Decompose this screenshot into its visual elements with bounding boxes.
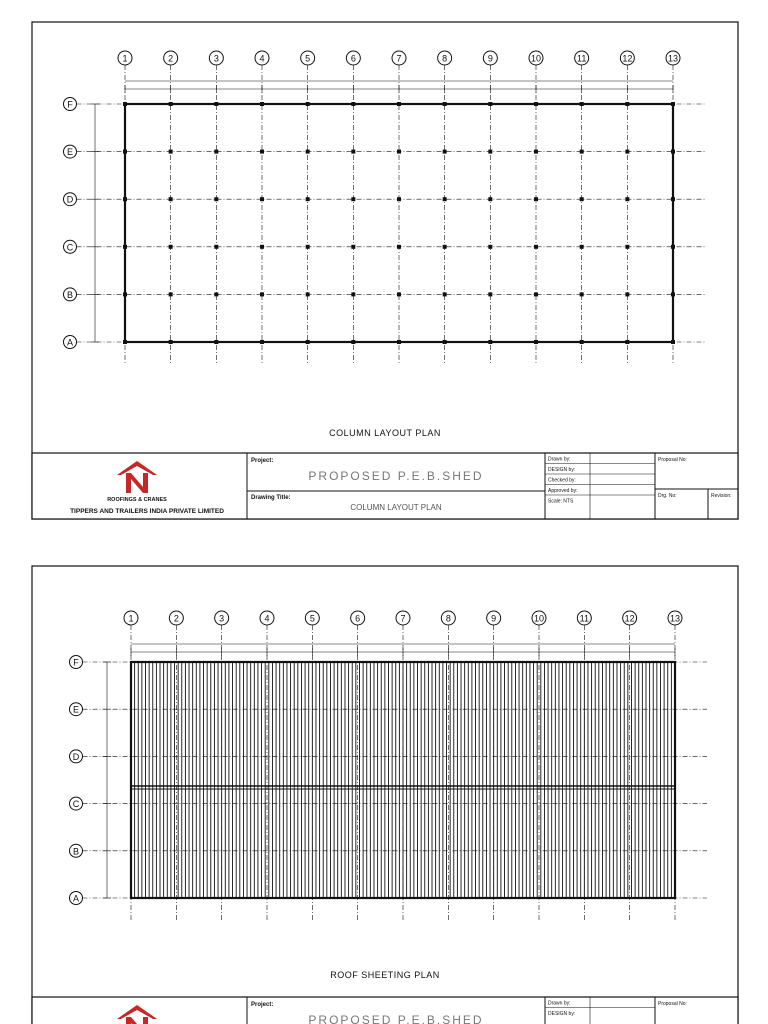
proposal-label: Proposal No: (658, 1001, 687, 1007)
grid-label-col-4: 4 (264, 613, 270, 624)
grid-label-col-7: 7 (400, 613, 406, 624)
plan-title: ROOF SHEETING PLAN (330, 970, 440, 980)
column-marker (488, 340, 492, 344)
column-marker (306, 197, 310, 201)
column-marker (580, 245, 584, 249)
column-marker (488, 292, 492, 296)
grid-label-col-12: 12 (622, 53, 633, 64)
company-logo-tagline: ROOFINGS & CRANES (107, 497, 167, 503)
grid-label-col-6: 6 (350, 53, 356, 64)
column-marker (351, 245, 355, 249)
grid-label-row-D: D (72, 751, 80, 762)
grid-label-col-3: 3 (219, 613, 225, 624)
column-marker (260, 102, 264, 106)
grid-label-col-5: 5 (305, 53, 311, 64)
column-marker (214, 245, 218, 249)
column-marker (351, 340, 355, 344)
grid-label-col-1: 1 (122, 53, 128, 64)
column-marker (580, 197, 584, 201)
column-marker (123, 102, 127, 106)
column-marker (443, 197, 447, 201)
info-label: Approved by: (548, 488, 578, 494)
grid-label-col-10: 10 (530, 53, 542, 64)
grid-label-row-A: A (66, 337, 74, 348)
column-marker (306, 102, 310, 106)
grid-label-col-1: 1 (128, 613, 134, 624)
grid-label-col-8: 8 (442, 53, 448, 64)
column-marker (534, 340, 538, 344)
column-marker (580, 340, 584, 344)
column-marker (488, 150, 492, 154)
column-marker (123, 340, 127, 344)
plan-title: COLUMN LAYOUT PLAN (329, 428, 441, 438)
column-marker (169, 340, 173, 344)
column-marker (306, 245, 310, 249)
column-marker (123, 292, 127, 296)
column-marker (443, 245, 447, 249)
info-label: Checked by: (548, 477, 576, 484)
column-marker (580, 150, 584, 154)
column-marker (169, 245, 173, 249)
info-label: Scale: NTS (548, 498, 574, 505)
column-marker (214, 292, 218, 296)
column-marker (397, 150, 401, 154)
grid-label-row-B: B (66, 289, 74, 300)
grid-label-col-12: 12 (624, 613, 635, 624)
column-marker (488, 245, 492, 249)
column-marker (671, 292, 675, 296)
grid-label-row-F: F (67, 99, 73, 110)
grid-label-row-E: E (66, 147, 74, 158)
grid-label-col-13: 13 (669, 613, 681, 624)
column-marker (671, 102, 675, 106)
column-marker (443, 102, 447, 106)
column-marker (351, 150, 355, 154)
grid-label-col-4: 4 (259, 53, 265, 64)
column-marker (534, 150, 538, 154)
column-marker (397, 245, 401, 249)
grid-label-col-3: 3 (213, 53, 219, 64)
column-marker (123, 197, 127, 201)
column-marker (443, 150, 447, 154)
column-marker (214, 150, 218, 154)
column-marker (169, 150, 173, 154)
roof-sheeting-sheet (0, 540, 768, 1024)
column-marker (306, 340, 310, 344)
project-label: Project: (251, 458, 274, 464)
column-marker (123, 150, 127, 154)
info-label: DESIGN by: (548, 467, 576, 473)
roof-sheeting-drawing (0, 540, 768, 1024)
column-marker (534, 292, 538, 296)
info-label: Drawn by: (548, 1000, 571, 1007)
column-marker (306, 292, 310, 296)
column-marker (123, 245, 127, 249)
drg-label: Drg. No: (658, 493, 677, 499)
company-name: TIPPERS AND TRAILERS INDIA PRIVATE LIMITED (70, 508, 224, 515)
grid-label-col-11: 11 (576, 53, 587, 64)
column-marker (260, 245, 264, 249)
column-marker (671, 245, 675, 249)
grid-label-col-10: 10 (533, 613, 545, 624)
column-marker (534, 245, 538, 249)
info-label: DESIGN by: (548, 1011, 576, 1017)
grid-label-col-5: 5 (309, 613, 315, 624)
column-marker (488, 102, 492, 106)
grid-label-col-9: 9 (491, 613, 497, 624)
info-label: Drawn by: (548, 456, 571, 463)
column-marker (580, 292, 584, 296)
column-marker (488, 197, 492, 201)
column-marker (443, 340, 447, 344)
column-marker (625, 292, 629, 296)
grid-label-col-2: 2 (173, 613, 179, 624)
column-marker (671, 340, 675, 344)
drawing-title-label: Drawing Title: (251, 495, 291, 501)
column-marker (169, 292, 173, 296)
column-marker (351, 292, 355, 296)
grid-label-row-C: C (72, 799, 80, 810)
column-marker (397, 102, 401, 106)
column-marker (169, 197, 173, 201)
column-marker (625, 245, 629, 249)
grid-label-row-D: D (66, 194, 74, 205)
grid-label-col-2: 2 (168, 53, 174, 64)
column-marker (260, 150, 264, 154)
column-marker (625, 340, 629, 344)
project-name: PROPOSED P.E.B.SHED (308, 469, 484, 483)
column-marker (214, 197, 218, 201)
column-marker (625, 102, 629, 106)
grid-label-row-E: E (72, 704, 80, 715)
column-marker (671, 197, 675, 201)
column-marker (260, 340, 264, 344)
project-name: PROPOSED P.E.B.SHED (308, 1013, 484, 1024)
column-marker (306, 150, 310, 154)
grid-label-row-A: A (72, 893, 80, 904)
column-marker (580, 102, 584, 106)
column-marker (214, 102, 218, 106)
grid-label-col-7: 7 (396, 53, 402, 64)
grid-label-col-13: 13 (667, 53, 679, 64)
drawing-title: COLUMN LAYOUT PLAN (350, 503, 442, 512)
column-marker (397, 197, 401, 201)
column-marker (625, 197, 629, 201)
column-marker (214, 340, 218, 344)
column-marker (260, 292, 264, 296)
grid-label-col-8: 8 (445, 613, 451, 624)
project-label: Project: (251, 1002, 274, 1008)
column-marker (397, 340, 401, 344)
column-marker (534, 197, 538, 201)
revision-label: Revision: (711, 493, 732, 499)
column-marker (260, 197, 264, 201)
grid-label-col-9: 9 (487, 53, 493, 64)
column-marker (443, 292, 447, 296)
grid-label-row-C: C (66, 242, 74, 253)
sheet-border (32, 22, 738, 519)
column-marker (351, 102, 355, 106)
grid-label-col-6: 6 (355, 613, 361, 624)
column-marker (625, 150, 629, 154)
grid-label-row-F: F (73, 657, 79, 668)
grid-label-col-11: 11 (579, 613, 590, 624)
grid-label-row-B: B (72, 846, 80, 857)
column-marker (169, 102, 173, 106)
proposal-label: Proposal No: (658, 457, 687, 463)
column-marker (351, 197, 355, 201)
column-marker (397, 292, 401, 296)
column-marker (671, 150, 675, 154)
column-marker (534, 102, 538, 106)
